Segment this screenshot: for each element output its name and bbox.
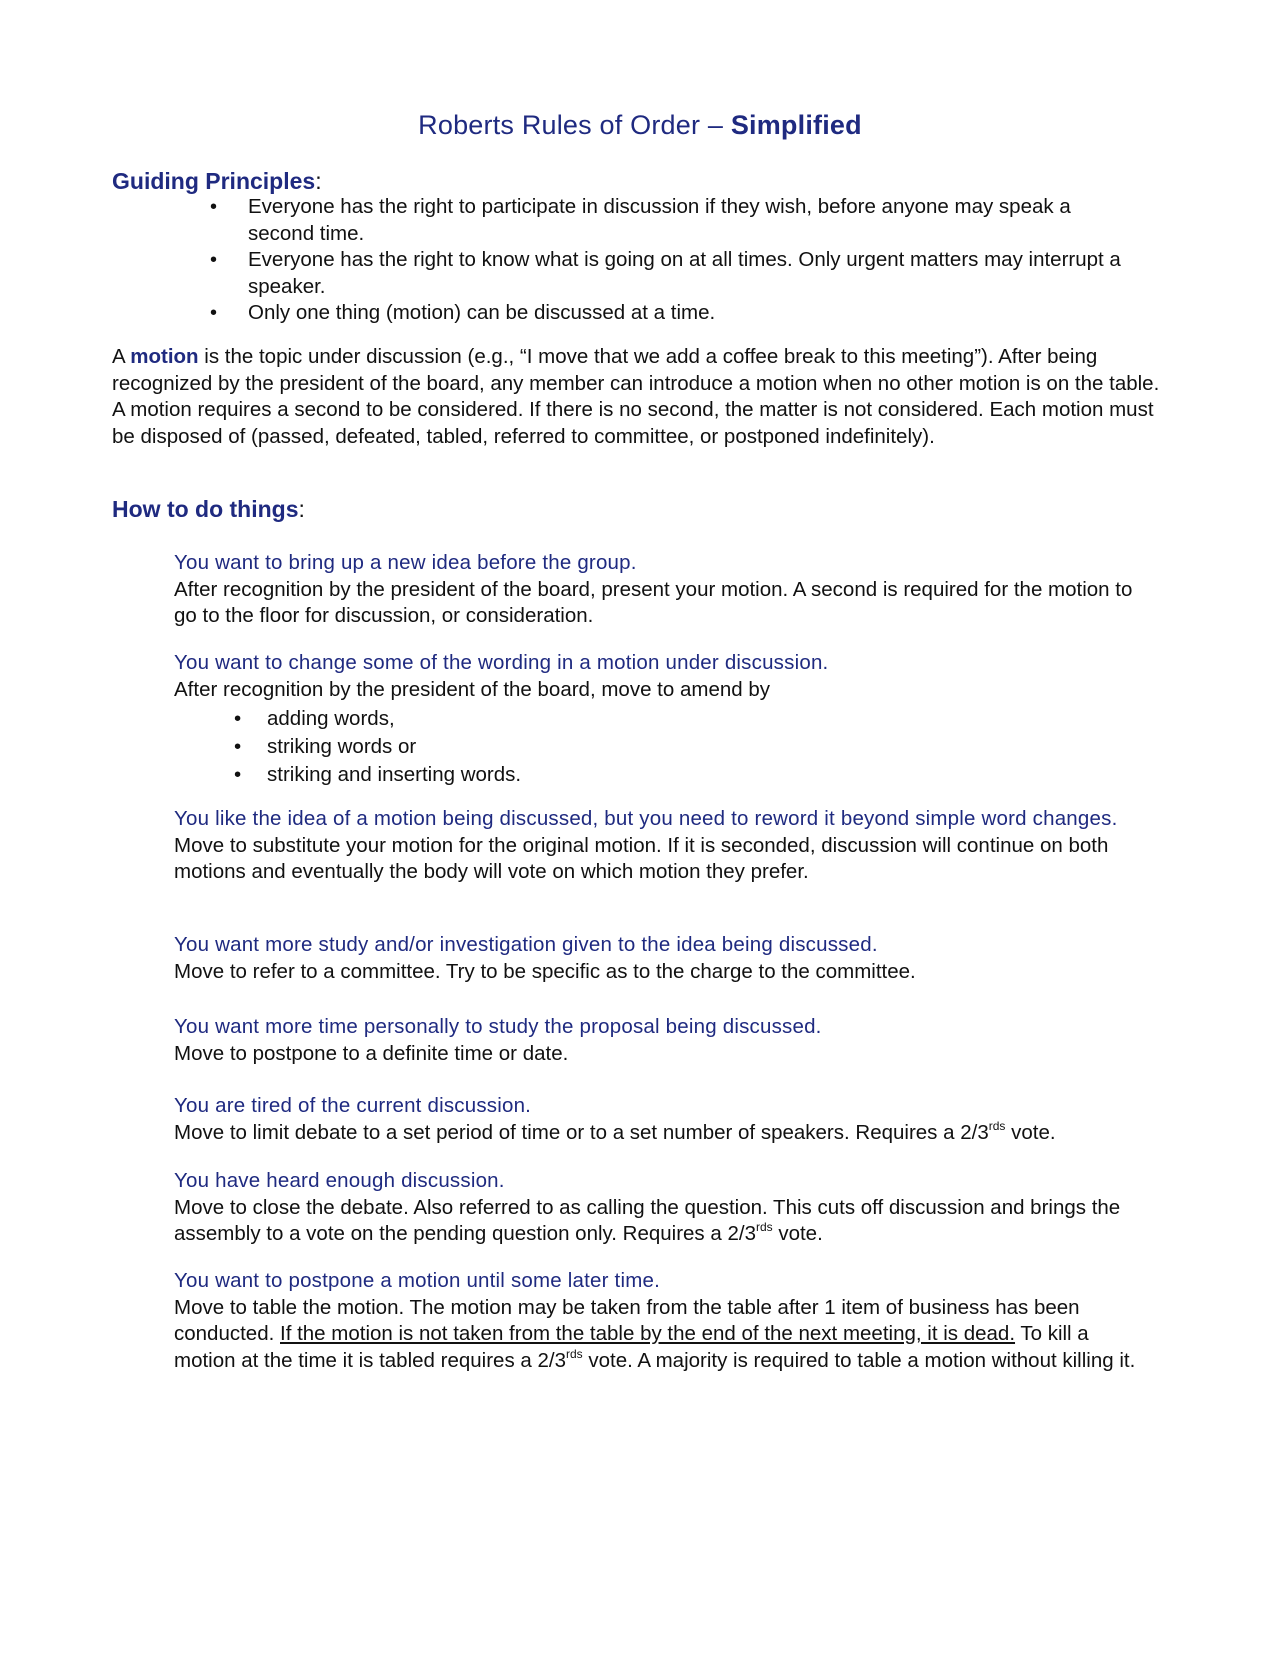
- section-question: You want more study and/or investigation given to the idea being discussed.: [174, 933, 878, 956]
- section-question: You want to postpone a motion until some later time.: [174, 1269, 660, 1292]
- motion-body: is the topic under discussion (e.g., “I move that we add a coffee break to this meeting”). After being recognized by the president of the board, any member can introduce a motion when no other motion is on the table. A motion requires a second to be considered. If there is no second, the matter is not considered. Each motion must be disposed of (passed, defeated, tabled, referred to committee, or postponed indefinitely).: [112, 345, 1160, 448]
- list-item: • Only one thing (motion) can be discussed at a time.: [205, 300, 1135, 327]
- section-question: You have heard enough discussion.: [174, 1169, 505, 1192]
- guiding-heading-text: Guiding Principles: [112, 168, 316, 194]
- superscript: rds: [565, 1346, 583, 1361]
- title-emphasis: Simplified: [730, 110, 862, 140]
- section-question: You like the idea of a motion being discussed, but you need to reword it beyond simple word changes.: [174, 807, 1118, 830]
- section-substitute: [174, 806, 1154, 886]
- section-question: You want to change some of the wording in a motion under discussion.: [174, 651, 829, 674]
- guiding-principles-heading: [112, 168, 322, 195]
- answer-text: To kill a motion at the time it is tabled requires a 2/3: [174, 1322, 1089, 1372]
- section-answer: After recognition by the president of the board, present your motion. A second is required for the motion to go to the floor for discussion, or consideration.: [174, 577, 1133, 627]
- section-answer: Move to substitute your motion for the original motion. If it is seconded, discussion will continue on both motions and eventually the body will vote on which motion they prefer.: [174, 833, 1109, 883]
- answer-text: Move to limit debate to a set period of time or to a set number of speakers. Requires a 2/3: [174, 1120, 989, 1144]
- section-postpone: [174, 1014, 1154, 1067]
- list-item: • Everyone has the right to know what is going on at all times. Only urgent matters may interrupt a speaker.: [205, 247, 1135, 300]
- amend-options-list: [174, 705, 1154, 789]
- section-question: You want more time personally to study the proposal being discussed.: [174, 1015, 822, 1038]
- how-to-heading: [112, 496, 305, 523]
- section-limit-debate: [174, 1093, 1154, 1146]
- section-answer: [174, 1120, 1154, 1147]
- section-new-idea: [174, 550, 1154, 630]
- answer-text: Move to close the debate. Also referred to as calling the question. This cuts off discussion and brings the assembly to a vote on the pending question only. Requires a 2/3: [174, 1195, 1121, 1245]
- section-answer: Move to postpone to a definite time or date.: [174, 1041, 569, 1065]
- motion-term: motion: [130, 345, 199, 368]
- section-answer: After recognition by the president of the board, move to amend by: [174, 677, 770, 701]
- answer-text: vote.: [1005, 1120, 1056, 1144]
- list-item: • striking words or: [174, 733, 1154, 761]
- answer-text: vote. A majority is required to table a motion without killing it.: [582, 1348, 1136, 1372]
- howto-heading-text: How to do things: [112, 496, 299, 522]
- list-item: • Everyone has the right to participate in discussion if they wish, before anyone may speak a second time.: [205, 194, 1135, 247]
- heading-colon: :: [315, 168, 322, 194]
- section-question: You want to bring up a new idea before the group.: [174, 551, 637, 574]
- superscript: rds: [988, 1118, 1006, 1133]
- motion-definition-paragraph: [112, 344, 1172, 450]
- answer-text: vote.: [772, 1222, 823, 1245]
- section-answer: [174, 1295, 1154, 1375]
- answer-text: Move to table the motion. The motion may be taken from the table after 1 item of business has been conducted.: [174, 1295, 1080, 1345]
- title-text: Roberts Rules of Order –: [418, 110, 731, 140]
- section-amend: [174, 650, 1154, 789]
- superscript: rds: [755, 1220, 773, 1234]
- underlined-text: If the motion is not taken from the table by the end of the next meeting, it is dead.: [280, 1322, 1016, 1345]
- section-answer: Move to refer to a committee. Try to be specific as to the charge to the committee.: [174, 959, 916, 983]
- list-item: • striking and inserting words.: [174, 761, 1154, 789]
- section-question: You are tired of the current discussion.: [174, 1094, 532, 1117]
- list-item: • adding words,: [174, 705, 1154, 733]
- section-answer: [174, 1195, 1154, 1248]
- motion-prefix: A: [112, 345, 131, 368]
- section-refer-committee: [174, 932, 1154, 985]
- section-close-debate: [174, 1168, 1154, 1248]
- section-table-motion: [174, 1268, 1154, 1374]
- heading-colon: :: [298, 496, 305, 522]
- page-title: [0, 110, 1280, 141]
- guiding-principles-list: [205, 194, 1135, 327]
